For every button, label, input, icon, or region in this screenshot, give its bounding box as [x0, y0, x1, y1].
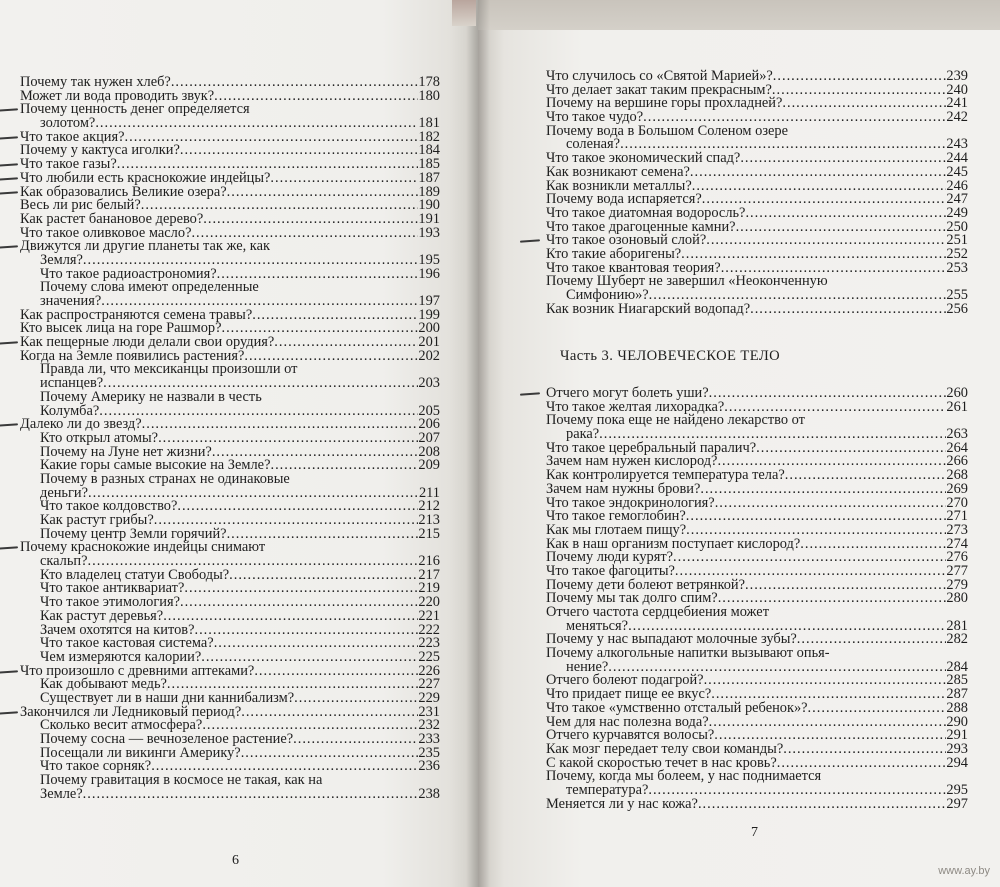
toc-entry-page: 274 [946, 535, 968, 552]
toc-entry-title: Что такое драгоценные камни? [546, 218, 736, 235]
book-spine [466, 0, 490, 887]
toc-entry-title: Как растет банановое дерево? [20, 210, 204, 227]
toc-entry-page: 233 [418, 731, 440, 747]
toc-entry-title: Что придает пище ее вкус? [546, 686, 712, 703]
toc-entry-title: Как возникли металлы? [546, 177, 692, 194]
bookmark-ribbon [452, 0, 476, 26]
toc-entry-title: Как распространяются семена травы? [20, 306, 253, 323]
toc-entry-page: 199 [418, 306, 440, 323]
toc-entry-title: Зачем нам нужны брови? [546, 480, 701, 497]
toc-entry-title: Что такое квантовая теория? [546, 259, 721, 276]
toc-entry-title: Как контролируется температура тела? [546, 467, 785, 484]
toc-entry-title: Кто высек лица на горе Рашмор? [20, 320, 222, 337]
toc-entry-title: Почему Шуберт не завершил «Неоконченную [546, 273, 828, 290]
toc-entry-title: Кто владелец статуи Свободы? [40, 566, 230, 583]
toc-entry-title: Почему сосна — вечнозеленое растение? [40, 731, 294, 747]
toc-entry-title: Меняется ли у нас кожа? [546, 795, 698, 812]
toc-entry-title: Почему на Луне нет жизни? [40, 443, 212, 460]
toc-entry-title: Отчего частота сердцебиения может [546, 604, 769, 620]
pencil-mark [520, 392, 540, 395]
toc-entry-title: Что такое колдовство? [40, 498, 178, 515]
toc-entry [20, 785, 440, 802]
toc-entry-title: Почему так нужен хлеб? [20, 74, 171, 90]
pencil-mark [520, 240, 540, 243]
toc-entry-page: 182 [418, 128, 440, 145]
toc-entry-title: Что такое церебральный паралич? [546, 439, 757, 456]
toc-entry-page: 181 [418, 115, 440, 132]
dot-leader [690, 166, 947, 180]
toc-entry-page: 294 [946, 754, 968, 771]
toc-entry-page: 268 [946, 467, 968, 484]
toc-entry-page: 221 [418, 607, 440, 624]
dot-leader [782, 97, 946, 111]
page-number-right: 7 [751, 825, 758, 840]
toc-entry-title: Как образовались Великие озера? [20, 183, 227, 200]
toc-entry-title: Что такое чудо? [546, 109, 644, 126]
dot-leader [700, 483, 946, 497]
toc-entry-title: Почему слова имеют определенные [40, 279, 259, 296]
dot-leader [95, 117, 418, 131]
toc-entry-title: деньги? [40, 484, 88, 501]
dot-leader [772, 84, 947, 98]
toc-entry-page: 235 [418, 744, 440, 761]
toc-entry-title: значения? [40, 293, 102, 309]
dot-leader [745, 579, 946, 593]
toc-entry-page: 227 [418, 676, 440, 693]
toc-entry-title: Как мозг передает телу свои команды? [546, 740, 784, 757]
toc-entry-page: 280 [946, 590, 968, 607]
toc-entry-title: Что такое «умственно отсталый ребенок»? [546, 699, 808, 716]
toc-entry-title: Как пещерные люди делали свои орудия? [20, 334, 275, 351]
toc-entry-page: 226 [418, 662, 440, 679]
toc-entry-title: Что такое газы? [20, 156, 117, 173]
toc-entry-title: Как мы глотаем пищу? [546, 521, 687, 538]
toc-entry-title: Что случилось со «Святой Марией»? [546, 68, 773, 84]
dot-leader [783, 743, 946, 757]
toc-entry-title: Почему люди курят? [546, 549, 674, 566]
dot-leader [214, 637, 419, 651]
toc-entry [546, 795, 968, 812]
toc-entry-page: 245 [946, 163, 968, 180]
toc-entry-title: золотом? [40, 115, 96, 132]
pencil-mark [0, 670, 18, 673]
dot-leader [241, 706, 418, 720]
toc-entry-title: Зачем охотятся на китов? [40, 621, 195, 638]
toc-entry-title: Земле? [40, 785, 83, 802]
toc-entry-page: 276 [946, 549, 968, 566]
toc-entry-page: 220 [418, 594, 440, 611]
dot-leader [673, 551, 946, 565]
toc-entry-title: Что делает закат таким прекрасным? [546, 81, 772, 98]
pencil-mark [0, 246, 18, 249]
dot-leader [227, 186, 419, 200]
toc-entry-page: 200 [418, 320, 440, 337]
toc-entry-title: Зачем нам нужен кислород? [546, 453, 718, 470]
toc-entry-page: 223 [418, 635, 440, 652]
toc-entry-title: Что такое оливковое масло? [20, 224, 192, 241]
toc-entry [546, 414, 968, 428]
toc-entry-title: Как добывают медь? [40, 676, 167, 693]
toc-entry-title: Что такое диатомная водоросль? [546, 204, 746, 221]
toc-entry-title: Существует ли в наши дни каннибализм? [40, 689, 295, 706]
toc-entry-page: 238 [418, 785, 440, 802]
toc-entry-title: Посещали ли викинги Америку? [40, 744, 241, 761]
toc-entry-page: 225 [418, 648, 440, 665]
toc-entry-title: скальп? [40, 553, 88, 570]
dot-leader [709, 716, 947, 730]
toc-entry-title: Что такое озоновый слой? [546, 232, 707, 249]
toc-entry-page: 277 [946, 562, 968, 579]
toc-entry-page: 244 [946, 150, 968, 167]
toc-entry-page: 290 [946, 713, 968, 730]
dot-leader [706, 234, 946, 248]
toc-entry-page: 239 [946, 68, 968, 84]
dot-leader [686, 510, 947, 524]
toc-entry-page: 269 [946, 480, 968, 497]
toc-entry-title: Отчего курчавятся волосы? [546, 727, 715, 744]
toc-entry-page: 229 [418, 689, 440, 706]
toc-entry-page: 217 [418, 566, 440, 583]
pencil-mark [0, 341, 18, 344]
toc-entry-page: 246 [946, 177, 968, 194]
toc-entry-page: 255 [946, 287, 968, 303]
toc-entry-page: 247 [946, 191, 968, 208]
dot-leader [203, 213, 418, 227]
toc-list-part3 [546, 387, 968, 811]
dot-leader [692, 180, 947, 194]
dot-leader [99, 405, 418, 419]
toc-entry-title: Почему центр Земли горячий? [40, 525, 227, 542]
toc-entry-page: 252 [946, 245, 968, 262]
pencil-mark [0, 191, 18, 194]
toc-entry [20, 774, 440, 788]
toc-list-left [20, 76, 440, 801]
toc-entry-page: 187 [418, 169, 440, 186]
toc-entry-page: 293 [946, 740, 968, 757]
toc-entry-page: 260 [946, 385, 968, 401]
toc-entry-title: Как растут грибы? [40, 512, 154, 528]
dot-leader [750, 303, 946, 317]
toc-entry-title: Что такое антиквариат? [40, 580, 185, 597]
toc-entry-title: Как возникают семена? [546, 163, 690, 180]
toc-entry-page: 205 [418, 402, 440, 419]
toc-entry-page: 273 [946, 521, 968, 538]
toc-entry-page: 222 [418, 621, 440, 638]
toc-entry-title: Сколько весит атмосфера? [40, 717, 203, 734]
toc-entry-title: Что такое сорняк? [40, 758, 152, 775]
toc-entry-page: 219 [418, 580, 440, 597]
dot-leader [293, 733, 418, 747]
toc-entry-title: Почему на вершине горы прохладней? [546, 95, 783, 112]
toc-entry-title: Земля? [40, 251, 83, 268]
toc-entry-title: Что произошло с древними аптеками? [20, 662, 255, 679]
toc-entry-title: Что такое гемоглобин? [546, 508, 686, 525]
toc-entry-page: 243 [946, 136, 968, 153]
toc-entry-title: Как возник Ниагарский водопад? [546, 300, 751, 317]
dot-leader [254, 665, 418, 679]
toc-entry-title: Что такое этимология? [40, 594, 180, 611]
toc-entry-title: Почему у кактуса иголки? [20, 142, 180, 159]
toc-entry-page: 242 [946, 109, 968, 126]
toc-entry-page: 256 [946, 300, 968, 317]
toc-entry-page: 208 [418, 443, 440, 460]
toc-entry-title: Чем для нас полезна вода? [546, 713, 709, 730]
dot-leader [715, 497, 947, 511]
toc-entry-title: Почему вода в Большом Соленом озере [546, 122, 788, 139]
toc-entry-page: 263 [946, 426, 968, 443]
dot-leader [709, 387, 947, 401]
toc-entry-page: 212 [418, 498, 440, 515]
toc-entry-title: Какие горы самые высокие на Земле? [40, 457, 271, 474]
toc-entry-title: Почему дети болеют ветрянкой? [546, 576, 746, 593]
toc-entry-title: Почему у нас выпадают молочные зубы? [546, 631, 797, 648]
dot-leader [177, 500, 418, 514]
dot-leader [163, 610, 418, 624]
toc-entry-title: рака? [566, 426, 600, 443]
dot-leader [773, 70, 947, 84]
pencil-mark [0, 109, 18, 112]
dot-leader [785, 469, 947, 483]
toc-entry-page: 282 [946, 631, 968, 648]
toc-entry-title: Почему краснокожие индейцы снимают [20, 539, 266, 556]
toc-entry-page: 232 [418, 717, 440, 734]
toc-entry-page: 266 [946, 453, 968, 470]
toc-entry [546, 300, 968, 317]
toc-entry-page: 216 [418, 553, 440, 570]
toc-entry-page: 184 [418, 142, 440, 159]
dot-leader [745, 207, 946, 221]
dot-leader [294, 692, 418, 706]
dot-leader [229, 569, 418, 583]
toc-entry-page: 189 [418, 183, 440, 200]
toc-entry-page: 197 [418, 293, 440, 309]
toc-entry-title: Отчего могут болеть уши? [546, 385, 709, 401]
toc-entry-title: Что такое фагоциты? [546, 562, 675, 579]
dot-leader [800, 538, 946, 552]
section-heading: Часть 3. ЧЕЛОВЕЧЕСКОЕ ТЕЛО [560, 348, 781, 364]
toc-entry-title: Почему вода испаряется? [546, 191, 702, 208]
toc-entry [546, 647, 968, 661]
toc-entry-title: Колумба? [40, 402, 100, 419]
dot-leader [704, 674, 947, 688]
toc-entry-title: меняться? [566, 617, 629, 634]
toc-entry-title: Что любили есть краснокожие индейцы? [20, 169, 271, 186]
pencil-mark [0, 136, 18, 139]
toc-entry-page: 203 [418, 375, 440, 392]
toc-entry-page: 236 [418, 758, 440, 775]
toc-entry-title: Почему в разных странах не одинаковые [40, 470, 290, 487]
toc-entry-page: 264 [946, 439, 968, 456]
toc-entry-title: Почему Америку не назвали в честь [40, 388, 262, 405]
toc-entry-title: Как растут деревья? [40, 607, 164, 624]
pencil-mark [0, 547, 18, 550]
toc-entry-page: 281 [946, 617, 968, 634]
toc-entry-title: Почему ценность денег определяется [20, 101, 250, 118]
toc-entry-page: 196 [418, 265, 440, 282]
toc-entry-title: Весь ли рис белый? [20, 197, 141, 214]
toc-entry-page: 271 [946, 508, 968, 525]
toc-entry-page: 185 [418, 156, 440, 173]
dot-leader [252, 309, 418, 323]
toc-entry-title: Кто такие аборигены? [546, 245, 682, 262]
toc-entry-page: 261 [946, 398, 968, 415]
toc-entry-title: Чем измеряются калории? [40, 648, 202, 665]
toc-entry-page: 251 [946, 232, 968, 249]
toc-entry-title: Закончился ли Ледниковый период? [20, 703, 242, 720]
toc-entry-page: 250 [946, 218, 968, 235]
toc-entry-title: Почему мы так долго спим? [546, 590, 718, 607]
toc-entry-title: С какой скоростью течет в нас кровь? [546, 754, 777, 771]
dot-leader [274, 336, 418, 350]
toc-entry-title: Может ли вода проводить звук? [20, 87, 215, 104]
toc-entry-page: 215 [418, 525, 440, 542]
pencil-mark [0, 163, 18, 166]
right-page [478, 30, 1000, 887]
toc-entry-title: Как в наш организм поступает кислород? [546, 535, 801, 552]
toc-entry-title: Почему пока еще не найдено лекарство от [546, 412, 805, 429]
dot-leader [83, 788, 419, 802]
toc-list-part2 [546, 70, 968, 316]
dot-leader [270, 459, 418, 473]
toc-entry-title: Почему алкогольные напитки вызывают опья- [546, 645, 830, 662]
toc-entry-title: Симфонию»? [566, 287, 649, 303]
toc-entry-page: 207 [418, 429, 440, 446]
toc-entry-page: 178 [418, 74, 440, 90]
toc-entry-page: 231 [418, 703, 440, 720]
toc-entry-page: 253 [946, 259, 968, 276]
toc-entry-page: 284 [946, 658, 968, 675]
toc-entry-page: 249 [946, 204, 968, 221]
dot-leader [808, 702, 947, 716]
dot-leader [241, 747, 419, 761]
toc-entry-page: 206 [418, 416, 440, 433]
toc-entry-page: 191 [418, 210, 440, 227]
toc-entry-page: 241 [946, 95, 968, 112]
toc-entry-title: нение? [566, 658, 609, 675]
toc-entry-page: 202 [418, 347, 440, 364]
toc-entry-page: 297 [946, 795, 968, 812]
toc-entry-title: Когда на Земле появились растения? [20, 347, 245, 364]
toc-entry-page: 291 [946, 727, 968, 744]
pencil-mark [0, 177, 18, 180]
toc-entry-title: Что такое эндокринология? [546, 494, 715, 511]
toc-entry-title: испанцев? [40, 375, 104, 392]
dot-leader [736, 221, 947, 235]
toc-entry-page: 279 [946, 576, 968, 593]
toc-entry-title: соленая? [566, 136, 621, 153]
toc-entry-page: 287 [946, 686, 968, 703]
dot-leader [184, 582, 418, 596]
toc-entry [20, 240, 440, 254]
page-number-left: 6 [232, 853, 239, 868]
toc-entry-title: Отчего болеют подагрой? [546, 672, 704, 689]
toc-entry-page: 240 [946, 81, 968, 98]
toc-entry-page: 285 [946, 672, 968, 689]
dot-leader [681, 248, 946, 262]
dot-leader [194, 624, 418, 638]
dot-leader [756, 442, 946, 456]
dot-leader [180, 144, 419, 158]
dot-leader [270, 172, 418, 186]
toc-entry-page: 193 [418, 224, 440, 241]
toc-entry-page: 295 [946, 781, 968, 798]
dot-leader [180, 596, 418, 610]
dot-leader [740, 152, 946, 166]
toc-entry-title: Что такое кастовая система? [40, 635, 214, 652]
toc-entry-page: 270 [946, 494, 968, 511]
toc-entry-title: Кто открыл атомы? [40, 429, 159, 446]
toc-entry-title: Почему гравитация в космосе не такая, как на [40, 772, 323, 789]
dot-leader [698, 798, 946, 812]
toc-entry-page: 180 [418, 87, 440, 104]
dot-leader [142, 418, 419, 432]
toc-entry-title: Что такое радиоастрономия? [40, 265, 217, 282]
toc-entry-page: 209 [418, 457, 440, 474]
toc-entry-page: 288 [946, 699, 968, 716]
toc-entry-title: Почему, когда мы болеем, у нас поднимается [546, 768, 822, 785]
left-page [0, 0, 478, 887]
toc-entry-title: Далеко ли до звезд? [20, 416, 142, 433]
toc-entry-title: Что такое акция? [20, 128, 125, 145]
toc-entry-page: 213 [418, 512, 440, 528]
toc-entry-page: 201 [418, 334, 440, 351]
toc-entry-title: Что такое экономический спад? [546, 150, 741, 167]
toc-entry-title: температура? [566, 781, 649, 798]
toc-entry-page: 195 [418, 251, 440, 268]
toc-entry-page: 190 [418, 197, 440, 214]
toc-entry-page: 211 [418, 484, 440, 501]
pencil-mark [0, 711, 18, 714]
toc-entry-title: Движутся ли другие планеты так же, как [20, 238, 270, 255]
toc-entry-title: Правда ли, что мексиканцы произошли от [40, 361, 298, 378]
toc-entry-title: Что такое желтая лихорадка? [546, 398, 725, 415]
pencil-mark [0, 423, 18, 426]
watermark: www.ay.by [938, 865, 990, 877]
